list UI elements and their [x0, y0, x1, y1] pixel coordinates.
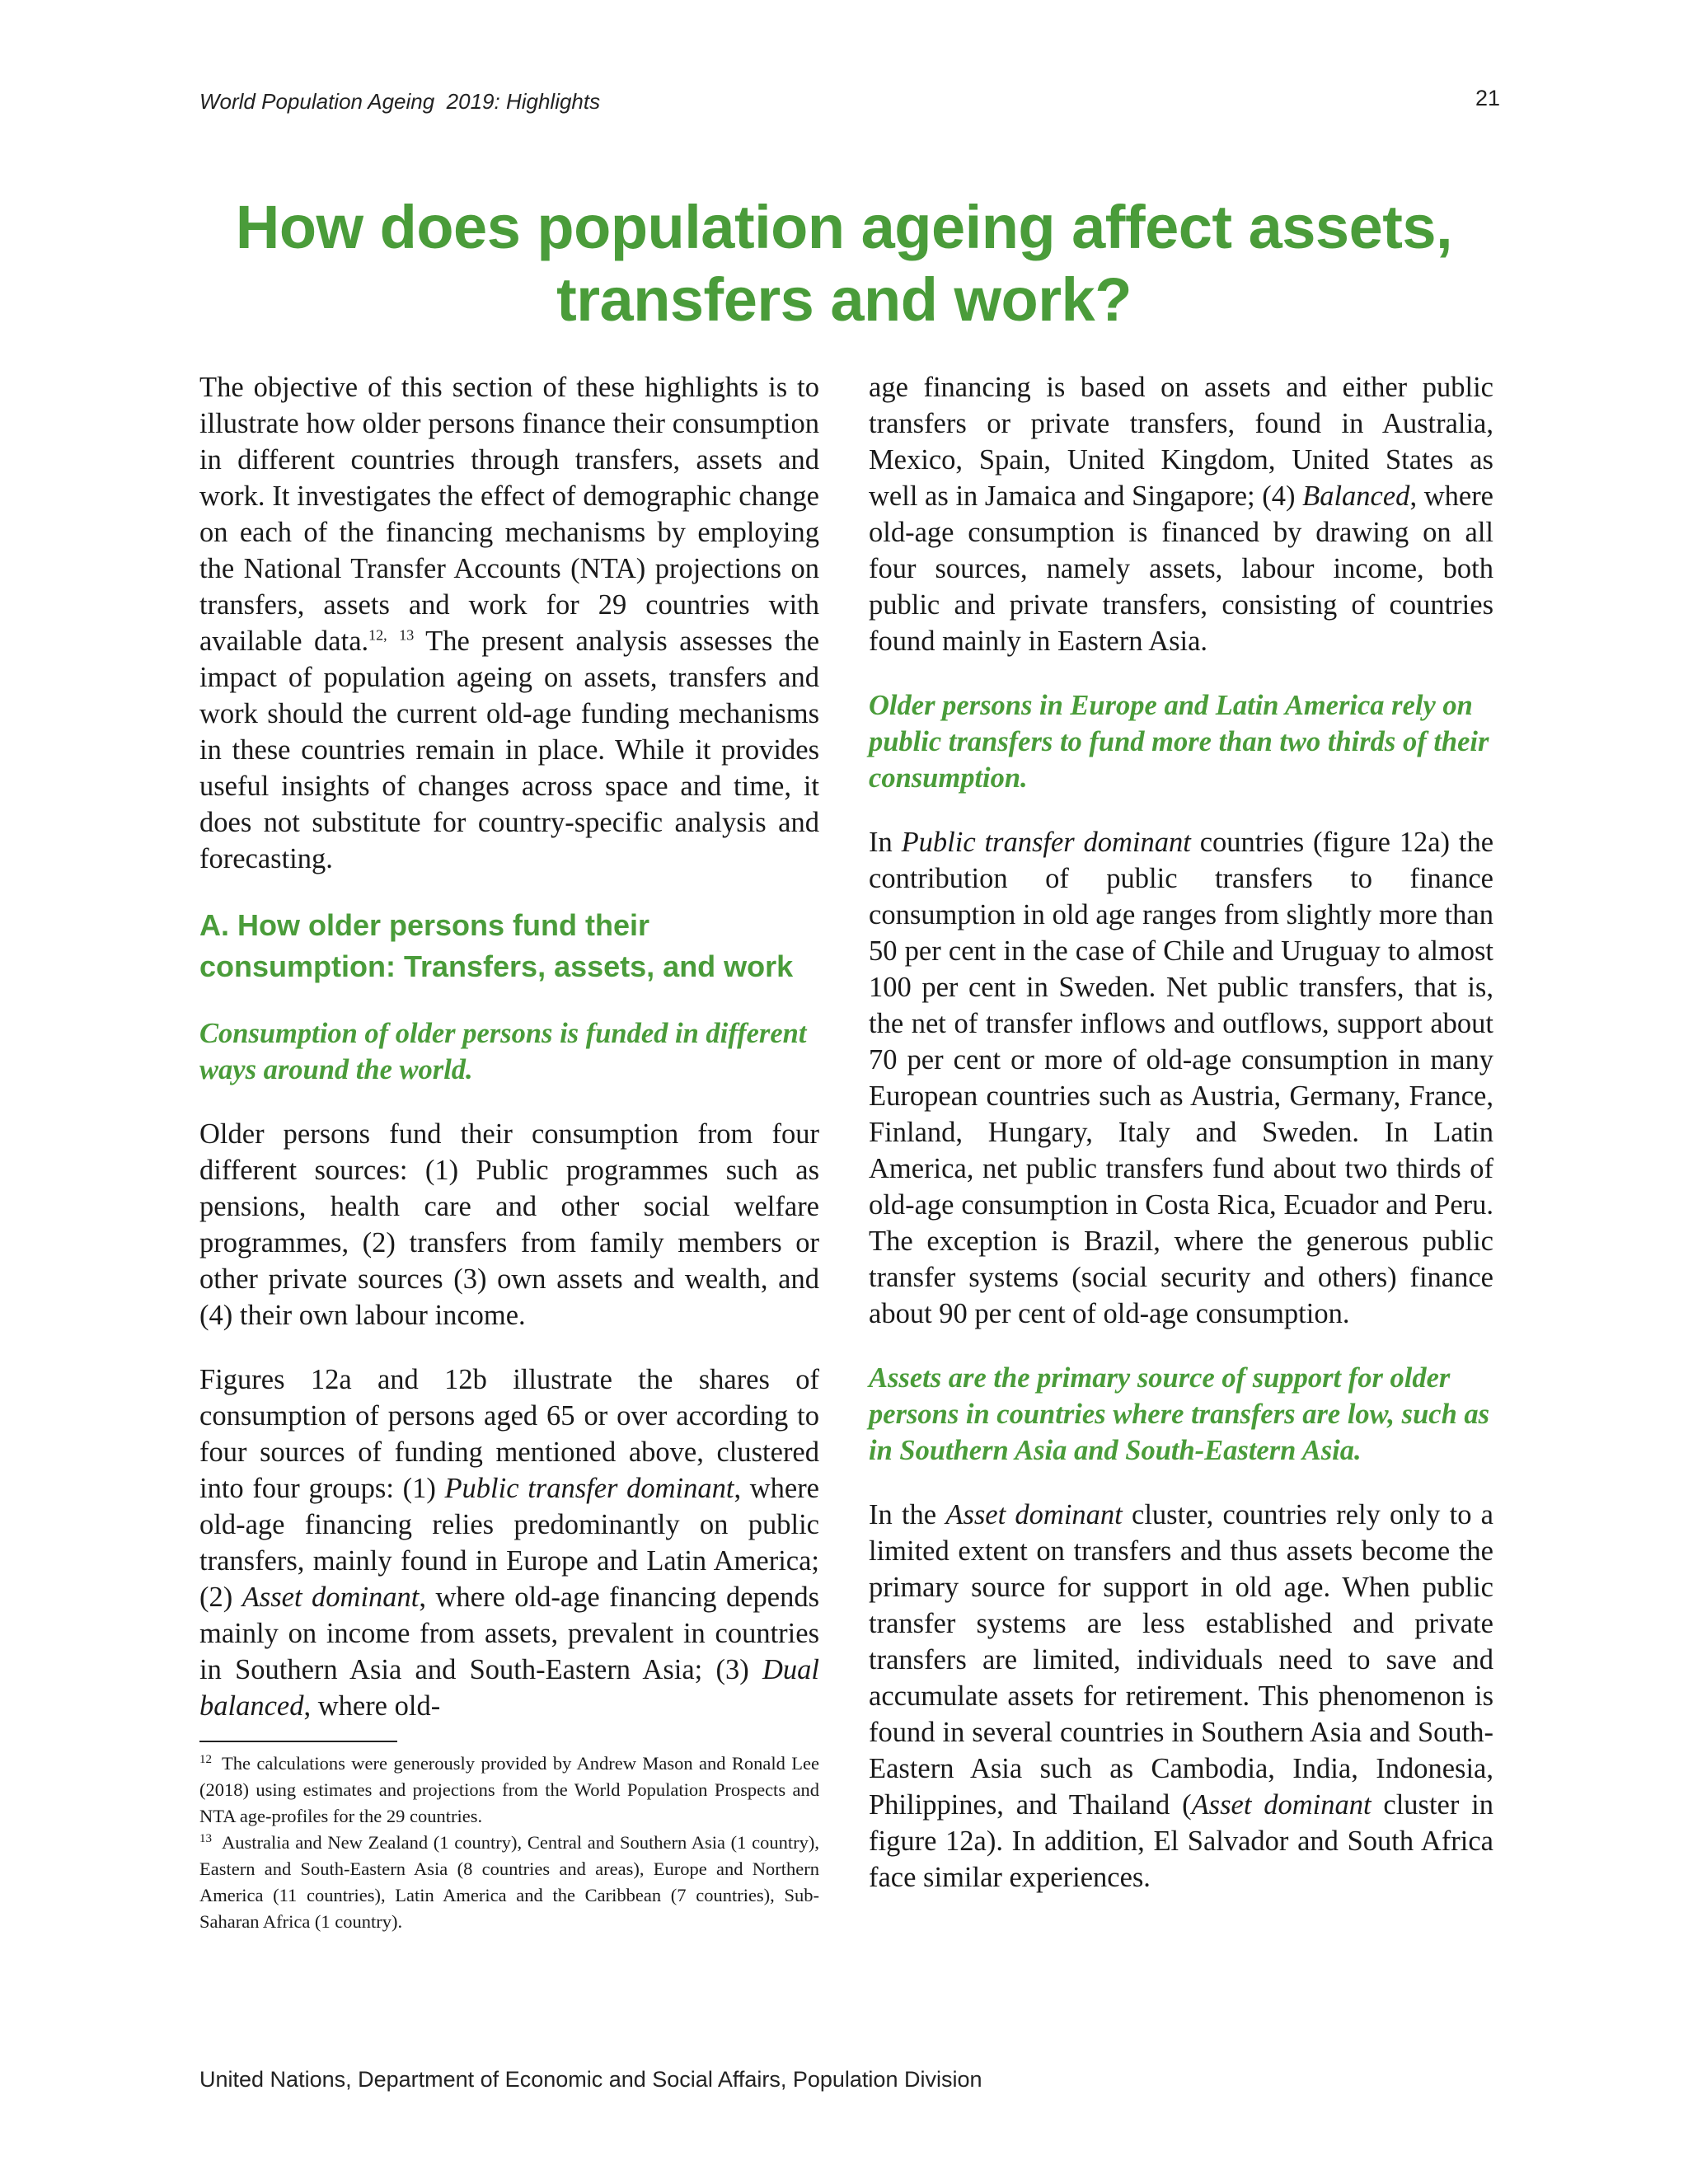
- sources-paragraph: Older persons fund their consumption from four different sources: (1) Public programmes such as pensions, health care and other social welfare programmes, (2) transfers from family members or other private sources (3) own assets and wealth, and (4) their own labour income.: [199, 1118, 819, 1331]
- asset-text-a: In the: [869, 1499, 946, 1530]
- footnote-13: [199, 1830, 819, 1935]
- figures-paragraph: [199, 1361, 819, 1724]
- footnote-divider: [199, 1741, 397, 1742]
- page-footer: United Nations, Department of Economic and Social Affairs, Population Division: [199, 2067, 982, 2092]
- page-title: [124, 191, 1564, 336]
- page-title-line2: transfers and work?: [556, 265, 1132, 334]
- left-column: [199, 369, 819, 1935]
- footnote-12: [199, 1750, 819, 1830]
- clusters-text-b: , where old-age consumption is financed by drawing on all four sources, namely assets, labour income, both public and private transfers, consisting of countries found mainly in Eastern Asia.: [869, 480, 1493, 657]
- callout-consumption-funding: Consumption of older persons is funded in different ways around the world.: [199, 1018, 807, 1085]
- callout-europe-latin-america: Older persons in Europe and Latin America rely on public transfers to fund more than two thirds of their consumption.: [869, 690, 1489, 794]
- term-asset-dominant: Asset dominant: [241, 1582, 420, 1613]
- footnote-13-text: Australia and New Zealand (1 country), Central and Southern Asia (1 country), Eastern and South-Eastern Asia (8 countries and areas), Europe and Northern America (11 countries), Latin America and the Caribbean (7 countries), Sub-Saharan Africa (1 country).: [199, 1832, 819, 1932]
- figures-text-a: Figures 12a and 12b illustrate the shares of consumption of persons aged 65 or over according to four sources of funding mentioned above, clustered into four groups: (1): [199, 1364, 819, 1504]
- asset-text-b: cluster, countries rely only to a limited extent on transfers and thus assets become the primary source for support in old age. When public transfer systems are less established and private transfers are limited, individuals need to save and accumulate assets for retirement. This phenomenon is found in several countries in Southern Asia and South-Eastern Asia such as Cambodia, India, Indonesia, Philippines, and Thailand (: [869, 1499, 1493, 1821]
- section-heading-line2: consumption: Transfers, assets, and work: [199, 949, 794, 983]
- clusters-continued-paragraph: [869, 369, 1493, 659]
- figures-text-c: , where old-age financing depends mainly on income from assets, prevalent in countries in Southern Asia and South-Eastern Asia; (3): [199, 1582, 819, 1685]
- callout-assets-primary-source: Assets are the primary source of support for older persons in countries where transfers are low, such as in Southern Asia and South-Eastern Asia.: [869, 1362, 1490, 1466]
- asset-text-c: cluster in figure 12a). In addition, El Salvador and South Africa face similar experiences.: [869, 1789, 1493, 1893]
- figures-text-d: , where old-: [303, 1690, 441, 1722]
- asset-dominant-paragraph: [869, 1497, 1493, 1896]
- intro-text-end: The present analysis assesses the impact of population ageing on assets, transfers and work should the current old-age funding mechanisms in these countries remain in place. While it provides useful insights of changes across space and time, it does not substitute for country-specific analysis and forecasting.: [199, 626, 820, 874]
- term-asset-dominant-3: Asset dominant: [1191, 1789, 1372, 1821]
- public-transfer-paragraph: [869, 824, 1493, 1332]
- footnote-12-number: 12: [199, 1752, 212, 1766]
- footnote-ref-12[interactable]: 12,: [368, 626, 387, 644]
- page-title-line1: How does population ageing affect assets,: [235, 193, 1453, 261]
- section-heading-line1: A. How older persons fund their: [199, 908, 650, 942]
- term-asset-dominant-2: Asset dominant: [945, 1499, 1123, 1530]
- intro-text: The objective of this section of these highlights is to illustrate how older persons finance their consumption in different countries through transfers, assets and work. It investigates the effect of demographic change on each of the financing mechanisms by employing the National Transfer Accounts (NTA) projections on transfers, assets and work for 29 countries with available data.: [199, 372, 819, 657]
- term-balanced: Balanced: [1302, 480, 1410, 512]
- footnote-13-number: 13: [199, 1831, 212, 1845]
- section-heading-a: [199, 905, 819, 987]
- intro-paragraph: [199, 369, 819, 877]
- public-transfer-text-a: In: [869, 827, 902, 858]
- term-public-transfer-dominant-2: Public transfer dominant: [901, 827, 1191, 858]
- figures-text-b: , where old-age financing relies predominantly on public transfers, mainly found in Europe and Latin America; (2): [199, 1473, 819, 1613]
- footnote-ref-13[interactable]: 13: [399, 626, 415, 644]
- page-number: 21: [1475, 86, 1500, 110]
- clusters-text-a: age financing is based on assets and either public transfers or private transfers, found in Australia, Mexico, Spain, United Kingdom, United States as well as in Jamaica and Singapore; (4): [869, 372, 1493, 512]
- public-transfer-text-b: countries (figure 12a) the contribution of public transfers to finance consumption in old age ranges from slightly more than 50 per cent in the case of Chile and Uruguay to almost 100 per cent in Sweden. Net public transfers, that is, the net of transfer inflows and outflows, support about 70 per cent or more of old-age consumption in many European countries such as Austria, Germany, France, Finland, Hungary, Italy and Sweden. In Latin America, net public transfers fund about two thirds of old-age consumption in Costa Rica, Ecuador and Peru. The exception is Brazil, where the generous public transfer systems (social security and others) finance about 90 per cent of old-age consumption.: [869, 827, 1494, 1329]
- right-column: [869, 369, 1493, 1924]
- running-head-title: World Population Ageing 2019: Highlights: [199, 89, 601, 114]
- term-public-transfer-dominant: Public transfer dominant: [444, 1473, 734, 1504]
- term-dual-balanced: Dual balanced: [199, 1654, 819, 1722]
- footnote-12-text: The calculations were generously provided by Andrew Mason and Ronald Lee (2018) using estimates and projections from the World Population Prospects and NTA age-profiles for the 29 countries.: [199, 1753, 819, 1826]
